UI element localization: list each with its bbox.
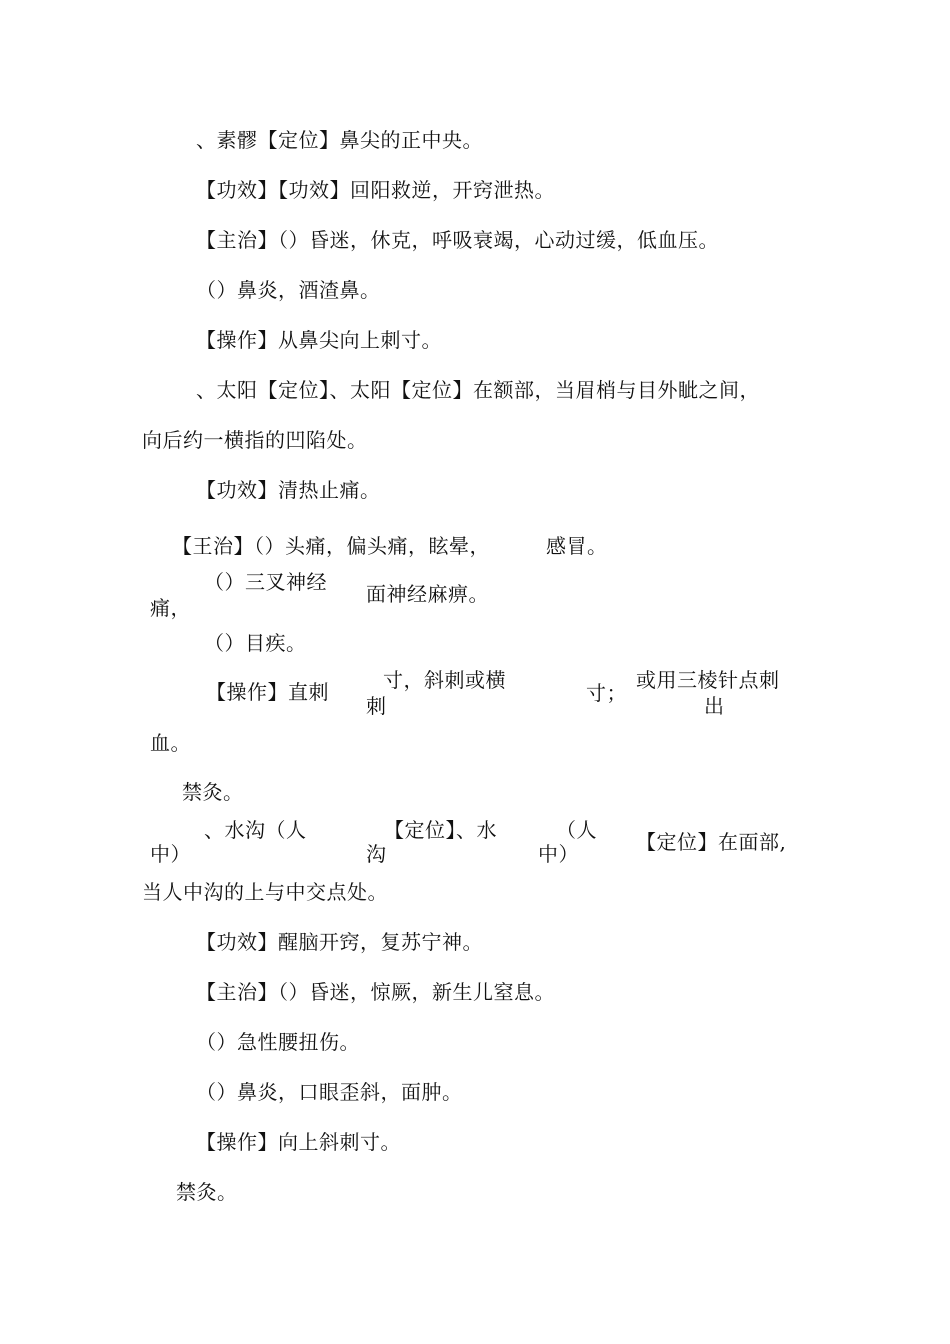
taiyang-indication-2a: （）三叉神经	[204, 570, 327, 594]
taiyang-operation-d: 寸；	[586, 681, 627, 705]
taiyang-operation-a: 【操作】直刺	[206, 680, 329, 704]
suliao-indication-line-2: （）鼻炎，酒渣鼻。	[196, 278, 381, 302]
suliao-operation-line: 【操作】从鼻尖向上刺寸。	[196, 328, 442, 352]
shuigou-heading-a2: 中）	[150, 842, 191, 866]
taiyang-indication-line-end: 感冒。	[546, 534, 608, 558]
shuigou-indication-line-2: （）急性腰扭伤。	[196, 1030, 360, 1054]
shuigou-heading-b-clip	[366, 842, 396, 866]
taiyang-indication-2c: 面神经麻痹。	[366, 582, 489, 606]
taiyang-operation-f: 出	[704, 694, 725, 718]
taiyang-location-line-2: 向后约一横指的凹陷处。	[142, 428, 368, 452]
taiyang-location-line: 、太阳【定位】、太阳【定位】在额部，当眉梢与目外眦之间，	[196, 378, 760, 402]
shuigou-operation-line: 【操作】向上斜刺寸。	[196, 1130, 401, 1154]
shuigou-indication-line: 【主治】（）昏迷，惊厥，新生儿窒息。	[196, 980, 555, 1004]
shuigou-heading-a: 、水沟（人	[204, 818, 307, 842]
taiyang-operation-e: 或用三棱针点刺	[636, 668, 780, 692]
taiyang-moxa-forbidden: 禁灸。	[182, 780, 244, 804]
shuigou-heading-b: 【定位】、水	[384, 818, 497, 842]
shuigou-heading-b2: 沟	[366, 842, 387, 866]
taiyang-operation-end: 血。	[150, 731, 191, 755]
taiyang-effect-line: 【功效】清热止痛。	[196, 478, 381, 502]
shuigou-heading-d: 【定位】在面部,	[636, 830, 787, 854]
shuigou-heading-c-clip	[538, 842, 588, 866]
taiyang-indication-line: 【王治】（）头痛，偏头痛，眩晕，	[172, 534, 490, 558]
suliao-location-line: 、素髎【定位】鼻尖的正中央。	[196, 128, 483, 152]
shuigou-indication-line-3: （）鼻炎，口眼歪斜，面肿。	[196, 1080, 463, 1104]
shuigou-location-line: 当人中沟的上与中交点处。	[142, 880, 388, 904]
taiyang-operation-c: 刺	[366, 694, 387, 718]
taiyang-operation-b: 寸，斜刺或横	[383, 668, 506, 692]
shuigou-moxa-forbidden: 禁灸。	[176, 1180, 238, 1204]
suliao-effect-line: 【功效】【功效】回阳救逆，开窍泄热。	[196, 178, 555, 202]
shuigou-heading-a-clip	[150, 842, 200, 866]
taiyang-indication-3: （）目疾。	[204, 631, 307, 655]
suliao-indication-line: 【主治】（）昏迷，休克，呼吸衰竭，心动过缓，低血压。	[196, 228, 719, 252]
taiyang-indication-2b: 痛，	[150, 596, 191, 620]
shuigou-heading-c2: 中）	[538, 842, 579, 866]
shuigou-effect-line: 【功效】醒脑开窍，复苏宁神。	[196, 930, 483, 954]
shuigou-heading-c: （人	[556, 818, 597, 842]
